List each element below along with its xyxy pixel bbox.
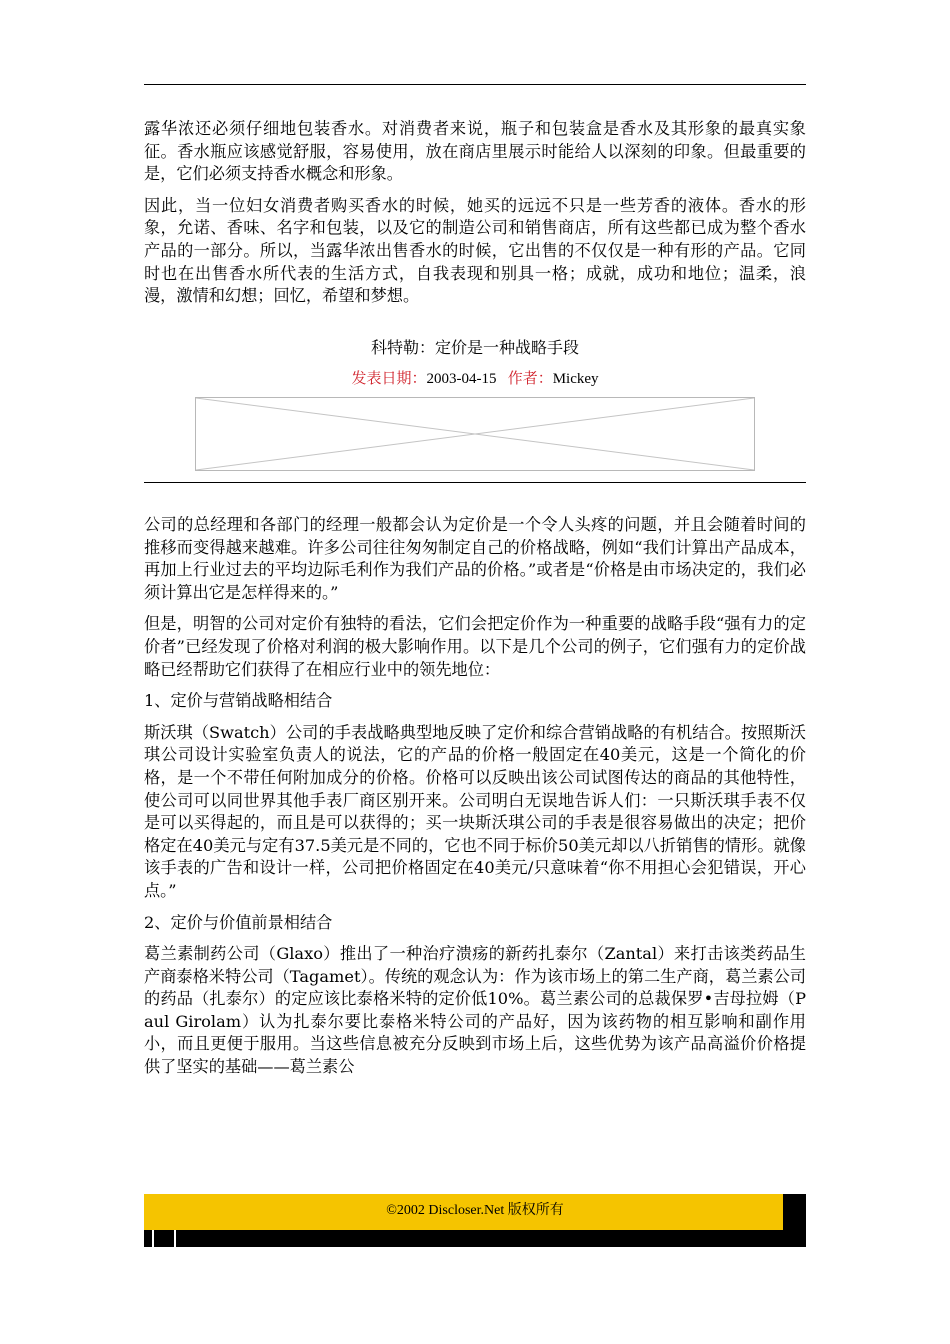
paragraph: 露华浓还必须仔细地包装香水。对消费者来说，瓶子和包装盒是香水及其形象的最真实象征。香水瓶应该感觉舒服，容易使用，放在商店里展示时能给人以深刻的印象。但最重要的是，它们必须支持香水概念和形象。 <box>144 119 806 184</box>
missing-image-placeholder <box>195 397 755 471</box>
subheading: 2、定价与价值前景相结合 <box>144 912 333 932</box>
author-label: 作者： <box>507 371 553 387</box>
footer-bottom-band <box>144 1230 806 1247</box>
paragraph: 斯沃琪（Swatch）公司的手表战略典型地反映了定价和综合营销战略的有机结合。按照斯沃琪公司设计实验室负责人的说法，它的产品的价格一般固定在40美元，这是一个简化的价格，是一个不带任何附加成分的价格。价格可以反映出该公司试图传达的商品的其他特性，使公司可以同世界其他手表厂商区别开来。公司明白无误地告诉人们：一只斯沃琪手表不仅是可以买得起的，而且是可以获得的；买一块斯沃琪公司的手表是很容易做出的决定；把价格定在40美元与定有37.5美元是不同的，它也不同于标价50美元却以八折销售的情形。就像该手表的广告和设计一样，公司把价格固定在40美元/只意味着“你不用担心会犯错误，开心点。” <box>144 722 806 900</box>
broken-image-icon <box>196 398 754 470</box>
date-value: 2003-04-15 <box>426 371 497 387</box>
paragraph: 因此，当一位妇女消费者购买香水的时候，她买的远远不只是一些芳香的液体。香水的形象，允诺、香味、名字和包装，以及它的制造公司和销售商店，所有这些都已成为整个香水产品的一部分。所以，当露华浓出售香水的时候，它出售的不仅仅是一种有形的产品。它同时也在出售香水所代表的生活方式，自我表现和别具一格；成就，成功和地位；温柔，浪漫，激情和幻想；回忆，希望和梦想。 <box>144 195 806 306</box>
top-divider <box>144 84 806 85</box>
footer-copyright: ©2002 Discloser.Net 版权所有 <box>386 1203 564 1218</box>
paragraph: 但是，明智的公司对定价有独特的看法，它们会把定价作为一种重要的战略手段“强有力的定价者”已经发现了价格对利润的极大影响作用。以下是几个公司的例子，它们强有力的定价战略已经帮助它们获得了在相应行业中的领先地位： <box>144 614 806 679</box>
subheading: 1、定价与营销战略相结合 <box>144 691 333 711</box>
paragraph: 公司的总经理和各部门的经理一般都会认为定价是一个令人头疼的问题，并且会随着时间的推移而变得越来越难。许多公司往往匆匆制定自己的价格战略，例如“我们计算出产品成本，再加上行业过去的平均边际毛利作为我们产品的价格。”或者是“价格是由市场决定的，我们必须计算出它是怎样得来的。” <box>144 515 806 602</box>
section-pricing <box>144 514 806 1088</box>
paragraph: 葛兰素制药公司（Glaxo）推出了一种治疗溃疡的新药扎泰尔（Zantal）来打击该类药品生产商泰格米特公司（Tagamet）。传统的观念认为：作为该市场上的第二生产商，葛兰素公司的药品（扎泰尔）的定应该比泰格米特的定价低10%。葛兰素公司的总裁保罗•吉母拉姆（Paul Girolam）认为扎泰尔要比泰格米特公司的产品好，因为该药物的相互影响和副作用小，而且更便于服用。当这些信息被充分反映到市场上后，这些优势为该产品高溢价价格提供了坚实的基础——葛兰素公 <box>144 944 806 1077</box>
author-value: Mickey <box>552 371 599 387</box>
section-perfume <box>144 118 806 317</box>
article-divider <box>144 482 806 483</box>
article-title: 科特勒：定价是一种战略手段 <box>370 338 579 357</box>
footer-band-gap <box>152 1230 154 1247</box>
footer-band-gap <box>174 1230 176 1247</box>
article-meta <box>144 369 806 389</box>
date-label: 发表日期： <box>351 371 427 387</box>
